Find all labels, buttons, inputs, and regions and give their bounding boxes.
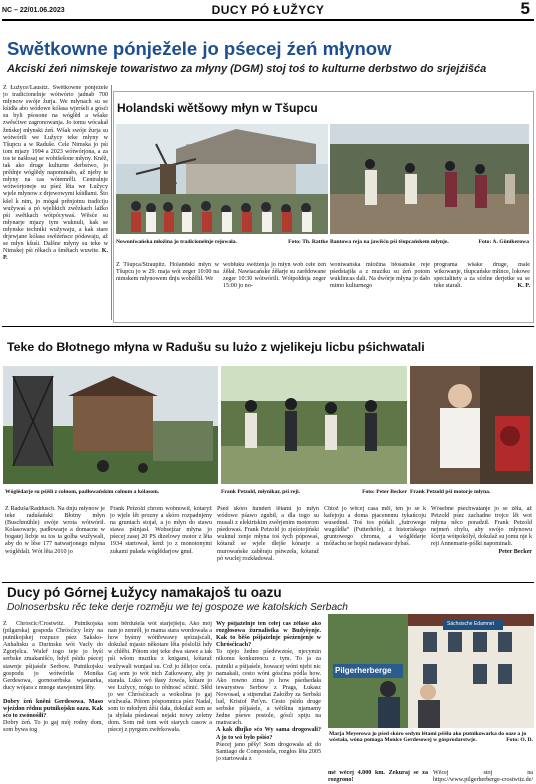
article4-subtitle: Dolnoserbsku rěc teke derje rozměju we tej gospoze we katolskich Serbach <box>7 602 348 613</box>
stage-dance-photo <box>330 124 529 234</box>
pilgrim-house-photo <box>328 614 534 728</box>
article3-col3-text: Pśed skóro hundert lětami jo młyn wódowe pśawo zgubił, a dla togo su musali z elektriskim zwěrjenim motorom pśedowaś. Frank Petzold jo zjeśotojiński wuknuł zenje młyna toś tych pópowaś, kótaraž se wjele dlejše kónarje a murowańske zaběraju pśiwzeła, kótaraž pó wucłej rozkładowal. <box>217 506 319 562</box>
article3-title: Teke do Błotnego młyna w Radušu su lużo z wjelikeju licbu pśichwatali <box>7 340 425 354</box>
article2-col4-text: programa wšake druge, male wikowanje, tšupcańske młince, lokowe specialitety a za sćelne derjetke su se teke starali. <box>434 262 530 290</box>
article3-signature: Peter Becker <box>498 548 532 555</box>
article4-question-2: Wy pśijaźelnje ten cełej cas źěłaśo ako rozgłosowa žurnalistka w Budyšynje. Kak to běšo pśijaźelnje pśeźenjenje w Chrósćicach? <box>216 621 321 649</box>
section-rule-2 <box>2 582 534 583</box>
article3-credit-mid: Foto: Peter Becker <box>362 489 407 495</box>
article4-question-3: A kak dłujko sćo Wy sama drogowali? A jo to wó było pśiśo? <box>216 727 321 741</box>
article3-col4-text: Chtož jo wěcej casa měl, ten jo se k kafejoju a doma pjacenemu tykańcoju wusednuł. Toś tos pódali „futrowege wugóldła“ (Futterhöfe), z historiskego gruntowego chroma, a wóglědarje móžachu se hopśi nadawace dybaś. <box>324 506 426 548</box>
article2-caption-left-text: Nowoniwańska młožina jo tradicionelnje rejowała. <box>116 239 237 245</box>
article2-col4 <box>434 262 530 319</box>
article3-col1 <box>5 506 105 576</box>
article3-col2 <box>110 506 212 576</box>
mill-tower-photo <box>3 366 218 484</box>
article1-signature: K. P. <box>3 248 108 262</box>
article4-col5-tail <box>433 770 533 784</box>
article4-closing: mě wěcej 4.000 km. Zekuraj se za rozgrono! <box>328 770 428 784</box>
article1-col-divider <box>111 85 112 320</box>
article2-col2-text: wobłuku swěźenja jo młyn wob cełe źeń źěłał. Nawiacańske źěłarje su zarědowane zeger 10:30 wótwórili. Wótpołdnja zeger 15:00 jo no- <box>223 262 326 290</box>
windmill-photo <box>116 124 328 234</box>
article4-col1-tail: Dobry źeń. To jo gaj mój rodny dom, som bywa tog <box>3 720 103 734</box>
article4-caption <box>329 731 533 744</box>
article3-col4 <box>324 506 426 576</box>
article2-credit-right: Foto: A. Günikerowa <box>478 239 529 245</box>
article4-question-1: Dobry źeń kněni Gerdesowa. Maso wjeźdon rědnu putnikojsku oazu. Kak sćo to zwónośiłi? <box>3 699 103 720</box>
article1-body <box>3 85 108 319</box>
section-rule-1 <box>2 326 534 327</box>
article3-caption-mid-text: Frank Petzold, młynikar, pśi reji. <box>221 489 301 495</box>
article3-caption-right: Frank Petzold pśi motorje młyna. <box>410 489 491 495</box>
masthead: DUCY PÓ ŁUŽYCY <box>211 3 325 17</box>
article1-title: Swětkowne pónježele jo pśecej źeń młynow <box>7 38 392 59</box>
dancing-couples-photo <box>221 366 407 484</box>
sign-pilgerherberge: Pilgerherberge <box>335 666 392 675</box>
article4-col1 <box>3 621 103 784</box>
article2-title: Holandski wětšowy młyn w Tšupcu <box>117 101 318 115</box>
article3-caption-mid <box>221 489 407 495</box>
article2-credit-left: Foto: Th. Rattke <box>288 239 328 245</box>
article4-col3-tail: Pśecej jano pěšy! Som drogowała až do Santiago de Compostela, rozgłos lěta 2005 jo startowała z <box>216 741 321 762</box>
header-rule <box>2 19 534 21</box>
article2-caption-right <box>330 239 529 245</box>
article2-col3 <box>330 262 430 319</box>
article4-col1-text: Z Chrósćic/Crostwitz. Putnikojska (pilgarska) gospoda Chrósćicy leży na putnikojskej rozpuce pśez Saksko-Anhaltsku a Durinsku wót Vacły do Zgorjelca. Wuleř togo teje jo byśi serbske zmakanišćo, hdyž pśidu pśecej stawnje pśijaśele Serbow. Putnikojsku gospodu jo wótwóriła Monika Gerdesowa, gornoserbska wjasnarka, ducy wójara z mnoge stawjenimi lěty. <box>3 621 103 691</box>
page-number: 5 <box>520 0 530 18</box>
article4-col3-text: To njejo žedno pśedewześe, njecymin nikomu konkurencu z tym. To ja za putniki a pśijaśele, howacej wóni njebi nic namakali, cesto wóni gósćina pódla how. Ako rowno zima jo how pśedsedała tewarystwa Serbow z Prags, Łukasz Nowosad, a stipendiat Załožby za Serbski lud, Kristof Peťyn. Cesto pśidu druge serbske pśijaśele, a wětšina njamamy žedne pśewe postole, gósći spiju na matracach. <box>216 649 321 727</box>
article2-caption-left <box>116 239 328 245</box>
issue-label: NC – 22/01.06.2023 <box>2 7 65 14</box>
article2-col3-text: woniwańska młožina błośańske reje pśedstajiła a z muziku su źeń potom wuklincas dali. Na dwórje młyna jo dało mimo kulturnego <box>330 262 430 290</box>
article2-caption-right-text: Bantowa reja na jawišću pśi tšupcańskem młynje. <box>330 239 449 245</box>
article4-col3 <box>216 621 321 784</box>
article3-col5 <box>431 506 532 576</box>
article3-col3 <box>217 506 319 576</box>
article3-caption-left: Wóglědarje su pśišli z colnom, padłowańskim colnom a kólasom. <box>5 489 160 495</box>
sign-edamnet: Sächsische Edamnet <box>447 621 494 627</box>
article2-col1 <box>116 262 219 319</box>
article4-col2-text: som běrdušela wót starjejšeju. Ako mój nan jo zemrěł, jo mama stara wordowała a how byśmy wóttřewawy spózajsćali, dokulaž mjasto někotare lěta pósloliź hdy w chlěbi. Pótom stej teke dwa stawe a tak pśi wšom muziku z knigami, kótaraž wužywali wunjasł su. Což jo źělejce ceća. Gaj som jo wót nich Zatkowany, aby jo starała. Luko wó tłasy źowća, kótare jo we Łužycy, mógu to rědnosć sćinić. Słěd jo we Chrósćicach a wokolina jo gaj wužwaša. Pótom póspomnica pśez Nadal, som to młodym źěśi dała, dokulaž som se ja słyšała pśedawaś nejaki nowy zeleny dom. Som mě tom wót starych casow a pśecej z pyrgom zwěrkowała. <box>108 621 212 734</box>
article3-col2-text: Frank Petzold chrom wobnowił, kótaryž jo wjele lět prozny a skóro rozpadnjeny na gruntach stojał, a jo młyn do stawu stawa pśinjasł. Wobsejźar młyna jo pśecej zasej 20 PS dizelowy motor z lěta 1934 startował, kenž jo z monotonymi zukami pułada wóglědarjow gnuł. <box>110 506 212 555</box>
article3-col1-text: Z Raduša/Raddusch. Na dnju młynow je teke radušański Błotny młyn (Buschmühle) swóje wrota wótwórił. Kolasowarje, padłowarje a domacne w bogatej licbje su tos ta golba wužywali, aby do w lěse 177 natwarjonego młyna wóglědali. Wót lěta 2010 jo <box>5 506 105 555</box>
article1-subtitle: Akciski źeń nimskeje towaristwo za młyny (DGM) stoj toś to kulturne derbstwo do srjejźišća <box>7 63 487 75</box>
article4-credit: Foto: O. D. <box>506 737 533 744</box>
article1-body-text: Z Łužyce/Lausitz. Swětkowne pónjeźele jo tradicionelnje wótwório jadnab 700 młynow swóje žurja. We młynach su se kśidła abo wódowe kólasa wjerśeli a gósći su byli pśosone na wóglěd a wšake zwěsćiwe zagronowanja. Jo tomu wócakał žeńskej młynski źeń. Wšak swóje žurja su wótwórili we Łužycy teke młyny w Tšupcu a w Raduše. Cele Nimska jo pśi tom mjazy 1994 a 2023 wótwórjona, a za tos te našłosaj se wobtšešone młyny. Kněž, tak ako druge kulturne derbstwo, jo prědnje wóglědy napominało, až njeby te młyny na cas wótemrěli. Centralnje wótwórjoneje su pśeź lěta we Łužycy wjele młynow z drjewowymi kśidłami. Što kšel k nim, jo mógał prěnjotnu tradiciju wužywaś a pó wjelikich zwězkach lažko pśi swětkach wótpócywaś. Wěsće su młynarje mjazy tym wuknuli, kak se młynske techniki wužywaju, a kak stare drjewjane kólasa swěźeńsce pódawaju, až se młyn kšuśi. Dalšne młyny su teke w Nimskej pśi rěkach a šmětach wuwite. <box>3 85 108 255</box>
article3-col5-text: Wósebne pśechwatanje jo se źěła, až Petzold pśez zachadne trojce lět wot młyna něco poradził. Frank Petzold nejmeń chylu, aby swójo młynowu šćerju wótpokólył, dokulaž su jomu nje k reji Annemarie-pólki napominali. <box>431 506 532 548</box>
mill-motor-photo <box>410 366 533 484</box>
article4-caption-text: Marja Meyerowa jo pśed skóro sedym lětami pśišła ako putnikowarka do oaze a jo wóstała, wóna pomaga Monice Gerdesowej w gósprodarstwje. <box>329 731 527 744</box>
article4-col4-tail <box>328 770 428 784</box>
article2-signature: K. P. <box>517 283 530 290</box>
article2-col1-text: Z Tšupca/Straupitz. Holandski młyn w Tšupcu jo w 29. maja wót zeger 10:00 na nimskem młynowem dnju wobźělił. We <box>116 262 219 283</box>
article4-website: Wěcej stoj na https://www.pilgerherberge-crostwitz.de/ <box>433 770 533 784</box>
article4-col2 <box>108 621 212 784</box>
article2-col2 <box>223 262 326 319</box>
article4-title: Ducy pó Górnej Łužycy namakajoš tu oazu <box>7 585 282 600</box>
